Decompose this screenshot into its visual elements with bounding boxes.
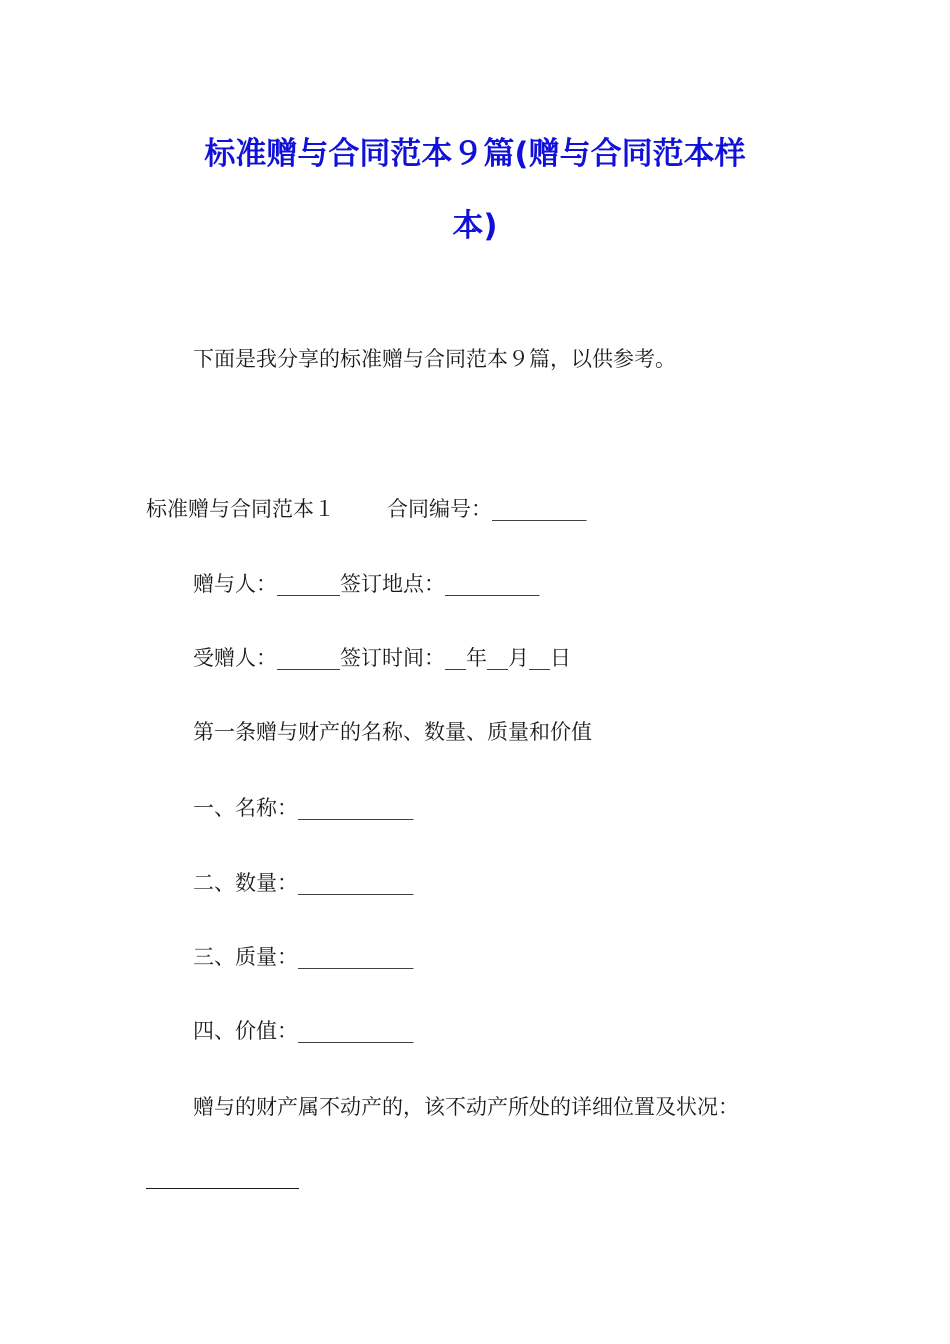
item-quality: 三、质量：___________ <box>193 945 414 969</box>
donor-line: 赠与人：______签订地点：_________ <box>193 572 540 596</box>
real-estate-paragraph: 赠与的财产属不动产的，该不动产所处的详细位置及状况： <box>193 1095 739 1119</box>
section-heading-line <box>146 494 587 524</box>
document-title-line1: 标准赠与合同范本９篇(赠与合同范本样 <box>204 136 746 172</box>
intro-paragraph: 下面是我分享的标准赠与合同范本９篇，以供参考。 <box>193 347 676 371</box>
item-quantity: 二、数量：___________ <box>193 871 414 895</box>
donee-line: 受赠人：______签订时间：__年__月__日 <box>193 646 571 670</box>
document-title-line2: 本) <box>452 208 498 244</box>
contract-number-field: 合同编号：_________ <box>387 497 587 521</box>
blank-fill-line <box>146 1188 299 1189</box>
item-name: 一、名称：___________ <box>193 796 414 820</box>
section-heading: 标准赠与合同范本１ <box>146 497 335 521</box>
item-value: 四、价值：___________ <box>193 1019 414 1043</box>
article-one-heading: 第一条赠与财产的名称、数量、质量和价值 <box>193 720 592 744</box>
